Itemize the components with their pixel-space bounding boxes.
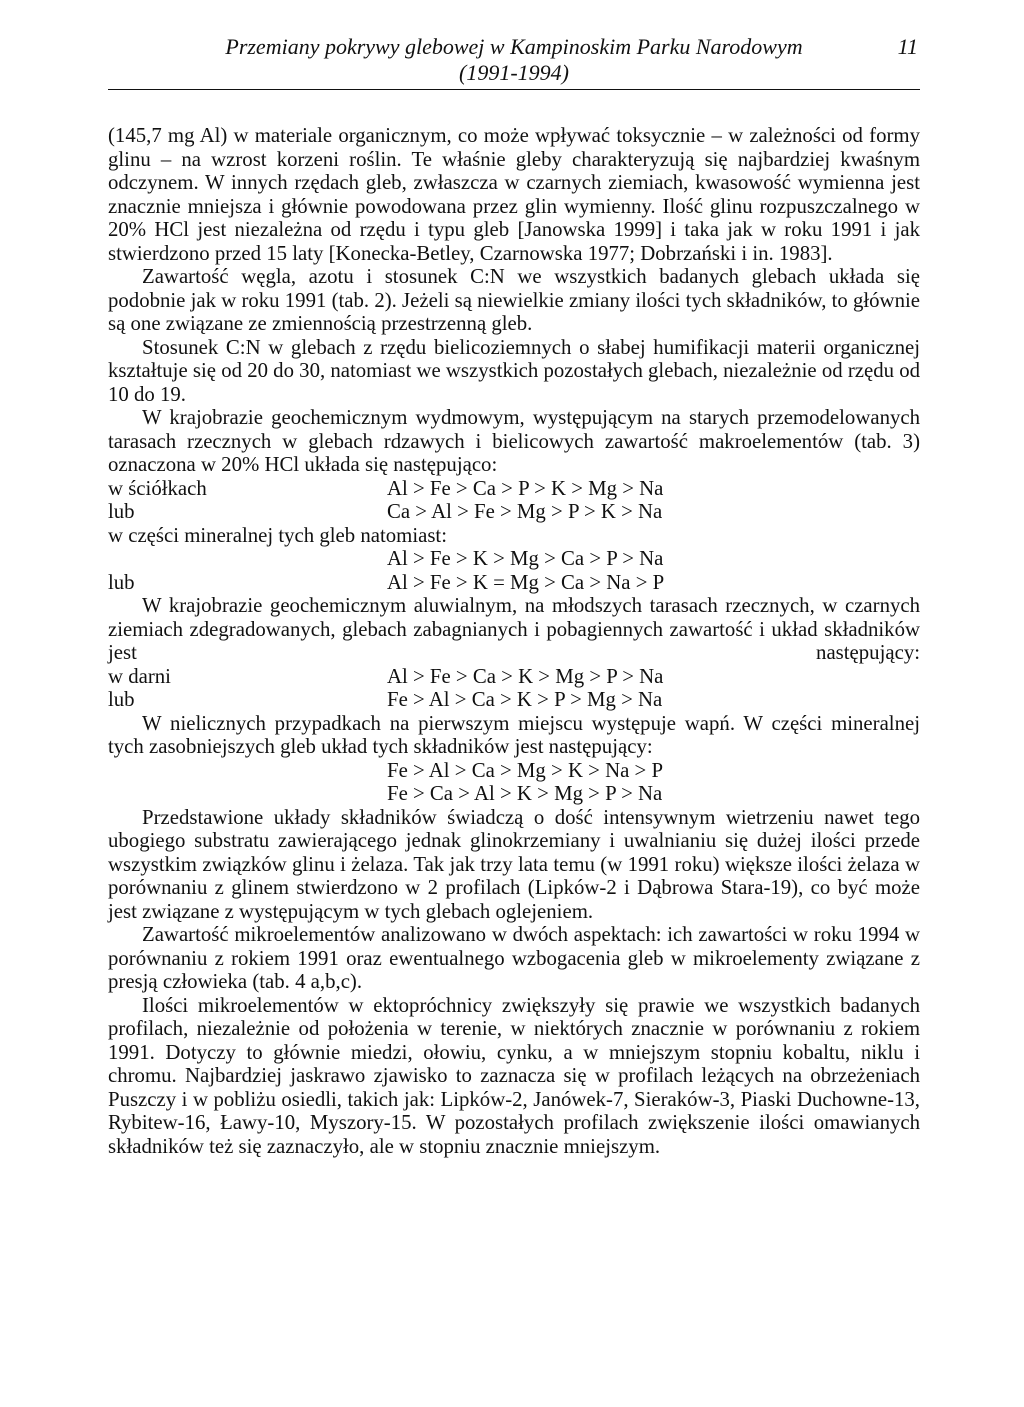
body-text: [108, 124, 920, 1158]
sequence-rich-soils-alt: [108, 782, 920, 806]
paragraph-microelements-aspects: Zawartość mikroelementów analizowano w dwóch aspektach: ich zawartości w roku 1994 w porównaniu z rokiem 1991 oraz ewentualnego wzbogacenia gleb w mikroelementy związane z presją człowieka (tab. 4 a,b,c).: [108, 923, 920, 993]
header-title: Przemiany pokrywy glebowej w Kampinoskim Parku Narodowym: [225, 34, 803, 59]
paragraph-dune-landscape: W krajobrazie geochemicznym wydmowym, występującym na starych przemodelowanych tarasach rzecznych w glebach rdzawych i bielicowych zawartość makroelementów (tab. 3) oznaczona w 20% HCl układa się następująco:: [108, 406, 920, 476]
header-years: (1991-1994): [459, 60, 569, 85]
sequence-turf-alt: [108, 688, 920, 712]
sequence-litter-alt: [108, 500, 920, 524]
sequence-value: Ca > Al > Fe > Mg > P > K > Na: [387, 500, 663, 523]
paragraph-aluminium: (145,7 mg Al) w materiale organicznym, co może wpływać toksycznie – w zależności od formy glinu – na wzrost korzeni roślin. Te właśnie gleby charakteryzują się najbardziej kwaśnym odczynem. W innych rzędach gleb, zwłaszcza w czarnych ziemiach, kwasowość wymienna jest znacznie mniejsza i głównie powodowana przez glin wymienny. Ilość glinu rozpuszczalnego w 20% HCl jest niezależna od rzędu i typu gleb [Janowska 1999] i taka jak w roku 1991 i jak stwierdzono przed 15 laty [Konecka-Betley, Czarnowska 1977; Dobrzański i in. 1983].: [108, 124, 920, 265]
sequence-label: lub: [108, 570, 135, 594]
sequence-value: Fe > Al > Ca > K > P > Mg > Na: [387, 688, 663, 711]
sequence-value: Al > Fe > K > Mg > Ca > P > Na: [387, 547, 664, 570]
paragraph-calcium: W nielicznych przypadkach na pierwszym miejscu występuje wapń. W części mineralnej tych zasobniejszych gleb układ tych składników jest następujący:: [108, 711, 920, 758]
paragraph-carbon-nitrogen: Zawartość węgla, azotu i stosunek C:N we wszystkich badanych glebach układa się podobnie jak w roku 1991 (tab. 2). Jeżeli są niewielkie zmiany ilości tych składników, to głównie są one związane ze zmiennością przestrzenną gleb.: [108, 265, 920, 335]
page-number: 11: [897, 34, 918, 59]
sequence-label: w darni: [108, 664, 171, 688]
sequence-value: Fe > Al > Ca > Mg > K > Na > P: [387, 758, 664, 782]
sequence-mineral-alt: [108, 571, 920, 595]
running-header: [108, 34, 920, 86]
sequence-label: lub: [108, 688, 135, 711]
sequence-litter: [108, 477, 920, 501]
mineral-intro-text: w części mineralnej tych gleb natomiast:: [108, 523, 447, 547]
sequence-label: lub: [108, 500, 135, 523]
sequence-value: Al > Fe > K = Mg > Ca > Na > P: [387, 570, 665, 594]
paragraph-alluvial-landscape: W krajobrazie geochemicznym aluwialnym, na młodszych tarasach rzecznych, w czarnych ziemiach zdegradowanych, glebach zabagnianych i pobagiennych zawartość i układ składników jest następujący:: [108, 594, 920, 664]
sequence-value: Fe > Ca > Al > K > Mg > P > Na: [387, 782, 663, 805]
sequence-rich-soils: [108, 759, 920, 783]
sequence-value: Al > Fe > Ca > P > K > Mg > Na: [387, 476, 664, 500]
paragraph-cn-ratio: Stosunek C:N w glebach z rzędu bielicoziemnych o słabej humifikacji materii organicznej kształtuje się od 20 do 30, natomiast we wszystkich pozostałych glebach, niezależnie od rzędu od 10 do 19.: [108, 335, 920, 406]
sequence-value: Al > Fe > Ca > K > Mg > P > Na: [387, 664, 664, 688]
mineral-intro-line: [108, 524, 920, 548]
sequence-mineral: [108, 547, 920, 571]
paragraph-weathering: Przedstawione układy składników świadczą o dość intensywnym wietrzeniu nawet tego ubogiego substratu zawierającego jednak glinokrzemiany i uwalnianiu się dużej ilości przede wszystkim związków glinu i żelaza. Tak jak trzy lata temu (w 1991 roku) większe ilości żelaza w porównaniu z glinem stwierdzono w 2 profilach (Lipków-2 i Dąbrowa Stara-19), co być może jest związane z występującym w tych glebach oglejeniem.: [108, 805, 920, 923]
paragraph-microelements-increase: Ilości mikroelementów w ektopróchnicy zwiększyły się prawie we wszystkich badanych profilach, niezależnie od położenia w terenie, w niektórych znacznie w porównaniu z rokiem 1991. Dotyczy to głównie miedzi, ołowiu, cynku, a w mniejszym stopniu kobaltu, niklu i chromu. Najbardziej jaskrawo zjawisko to zaznacza się w profilach leżących na obrzeżeniach Puszczy i w pobliżu osiedli, takich jak: Lipków-2, Janówek-7, Sieraków-3, Piaski Duchowne-13, Rybitew-16, Ławy-10, Myszory-15. W pozostałych profilach zwiększenie ilości omawianych składników też się zaznaczyło, ale w stopniu znacznie mniejszym.: [108, 993, 920, 1158]
sequence-label: w ściółkach: [108, 476, 207, 500]
sequence-turf: [108, 665, 920, 689]
header-rule: [108, 89, 920, 90]
